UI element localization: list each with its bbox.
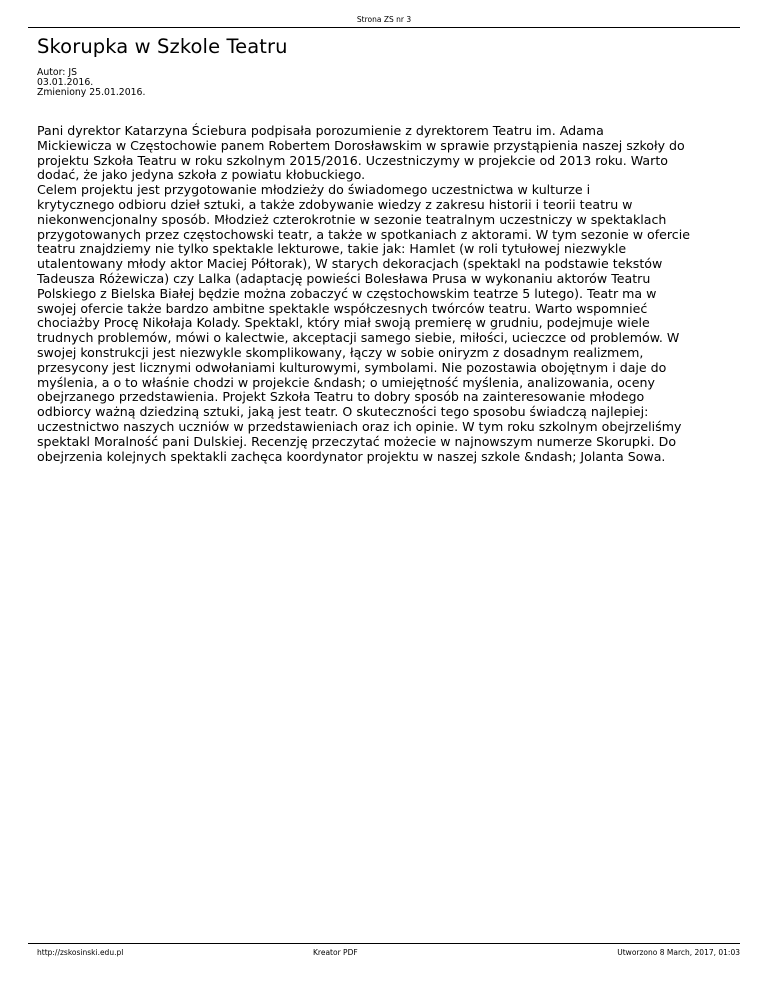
article-body xyxy=(37,124,737,464)
article-paragraph-1: Pani dyrektor Katarzyna Ściebura podpisała porozumienie z dyrektorem Teatru im. Adama Mickiewicza w Częstochowie panem Robertem Dorosławskim w sprawie przystąpienia naszej szkoły do projektu Szkoła Teatru w roku szkolnym 2015/2016. Uczestniczymy w projekcie od 2013 roku. Warto dodać, że jako jedyna szkoła z powiatu kłobuckiego. xyxy=(37,123,685,183)
article-date: 03.01.2016. xyxy=(37,77,94,89)
header-divider xyxy=(28,27,740,28)
footer-created-timestamp: Utworzono 8 March, 2017, 01:03 xyxy=(617,948,740,957)
footer-divider xyxy=(28,943,740,944)
footer-generator: Kreator PDF xyxy=(313,948,358,957)
page-header-label: Strona ZS nr 3 xyxy=(356,15,412,24)
article-paragraph-2: Celem projektu jest przygotowanie młodzieży do świadomego uczestnictwa w kulturze i krytycznego odbioru dzieł sztuki, a także zdobywanie wiedzy z zakresu historii i teorii teatru w niekonwencjonalny sposób. Młodzież czterokrotnie w sezonie teatralnym uczestniczy w spektaklach przygotowanych przez częstochowski teatr, a także w spotkaniach z aktorami. W tym sezonie w ofercie teatru znajdziemy nie tylko spektakle lekturowe, takie jak: Hamlet (w roli tytułowej niezwykle utalentowany młody aktor Maciej Półtorak), W starych dekoracjach (spektakl na podstawie tekstów Tadeusza Różewicza) czy Lalka (adaptację powieści Bolesława Prusa w wykonaniu aktorów Teatru Polskiego z Bielska Białej będzie można zobaczyć w częstochowskim teatrze 5 lutego). Teatr ma w swojej ofercie także bardzo ambitne spektakle współczesnych twórców teatru. Warto wspomnieć chociażby Procę Nikołaja Kolady. Spektakl, który miał swoją premierę w grudniu, podejmuje wiele trudnych problemów, mówi o kalectwie, akceptacji samego siebie, miłości, ucieczce od problemów. W swojej konstrukcji jest niezwykle skomplikowany, łączy w sobie oniryzm z dosadnym realizmem, przesycony jest licznymi odwołaniami kulturowymi, symbolami. Nie pozostawia obojętnym i daje do myślenia, a o to właśnie chodzi w projekcie &ndash; o umiejętność myślenia, analizowania, oceny obejrzanego przedstawienia. Projekt Szkoła Teatru to dobry sposób na zainteresowanie młodego odbiorcy ważną dziedziną sztuki, jaką jest teatr. O skuteczności tego sposobu świadczą najlepiej: uczestnictwo naszych uczniów w przedstawieniach oraz ich opinie. W tym roku szkolnym obejrzeliśmy spektakl Moralność pani Dulskiej. Recenzję przeczytać możecie w najnowszym numerze Skorupki. Do obejrzenia kolejnych spektakli zachęca koordynator projektu w naszej szkole &ndash; Jolanta Sowa. xyxy=(37,182,690,464)
footer-url-link[interactable]: http://zskosinski.edu.pl xyxy=(37,948,124,957)
article-title: Skorupka w Szkole Teatru xyxy=(37,35,288,58)
article-modified-date: Zmieniony 25.01.2016. xyxy=(37,87,146,99)
article-meta xyxy=(37,68,145,99)
article-author: Autor: JS xyxy=(37,67,77,78)
